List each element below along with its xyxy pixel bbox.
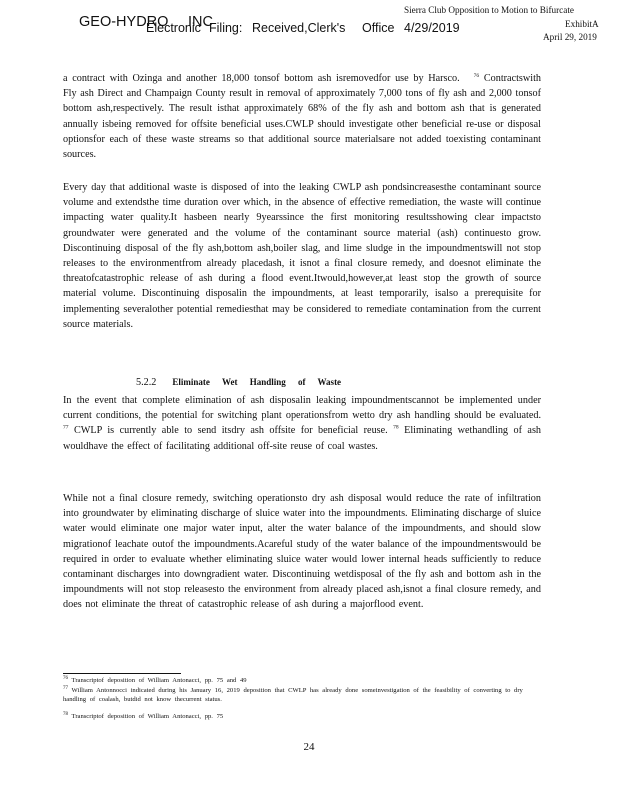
paragraph-text: Contractswith Fly ash Direct and Champaign County result in removal of approximately 7,000 tons of fly ash and 2,000 tonsof bottom ash,respectively. The result isthat approximately 68% of the fly ash and bottom ash that is generated annually isbeing removed for offsite beneficial uses.CWLP should investigate other beneficial re-use or disposal optionsfor each of these waste streams so that additional source materialsare not added toexisting contaminant sources. [63, 73, 541, 161]
paragraph-sluice-water: While not a final closure remedy, switching operationsto dry ash disposal would reduce the rate of infiltration into groundwater by eliminating discharge of sluice water into the impoundments. Eliminating discharge of sluice water would eliminate one major water input, alter the water balance of the impoundments, and should slow migrationof leachate outof the impoundments.Acareful study of the water balance of the impoundmentswould be required in order to evaluate whether eliminating sluice water would lower internal heads sufficiently to reduce contaminant discharges into downgradient water. Discontinuing wetdisposal of the fly ash and bottom ash in the impoundments will not stop releasesto the environment from already placed ash,isnot a final closure remedy, and does not eliminate the threat of catastrophic release of ash during a majorflood event. [63, 493, 541, 611]
header-exhibit-caption: Sierra Club Opposition to Motion to Bifurcate [404, 5, 574, 15]
footnote-text: Transcriptof deposition of William Antonacci, pp. 75 and 49 [71, 677, 247, 684]
header-exhibit-date: April 29, 2019 [543, 32, 597, 42]
header-electronic: Electronic [146, 21, 201, 35]
footnote-divider [63, 673, 181, 674]
footnote-number: 76 [63, 675, 68, 681]
paragraph-text: In the event that complete elimination of ash disposalin leaking impoundmentscannot be implemented under current conditions, the potential for switching plant operationsfrom wetto dry ash handling should be evaluated. [63, 395, 541, 422]
footnote-number: 77 [63, 685, 68, 691]
footnote-76 [63, 677, 543, 686]
footnote-number: 78 [63, 711, 68, 717]
header-received: Received,Clerk's [252, 21, 346, 35]
header-date: 4/29/2019 [404, 21, 460, 35]
footnote-77 [63, 687, 543, 704]
section-title: Eliminate Wet Handling of Waste [172, 377, 342, 387]
header-geo-hydro: GEO-HYDRO [79, 14, 169, 30]
header-office: Office [362, 21, 395, 35]
footnote-text: Transcriptof deposition of William Antonacci, pp. 75 [71, 713, 224, 720]
paragraph-text: a contract with Ozinga and another 18,000 tonsof bottom ash isremovedfor use by Harsco. [63, 73, 460, 84]
header-inc: INC [188, 14, 213, 30]
section-number: 5.2.2 [136, 377, 157, 388]
footnote-ref: 77 [63, 425, 69, 432]
paragraph-disposal: Every day that additional waste is disposed of into the leaking CWLP ash pondsincreasesthe contaminant source volume and extendsthe time duration over which, in the absence of effective remediation, the waste will continue impacting water quality.It hasbeen nearly 9yearssince the first monitoring resultsshowing clear impactsto groundwater were generated and the volume of the contaminant source material (ash) continuesto grow. Discontinuing disposal of the fly ash,bottom ash,boiler slag, and lime sludge in the impoundmentswill not stop releases to the environmentfrom already placedash, it isnot a final closure remedy, and doesnot eliminate the threatofcatastrophic release of ash during a flood event.Itwould,however,at least stop the growth of source material volume. Discontinuing disposalin the impoundments, at least temporarily, isalso a prerequisite for implementing severalother potential remediesthat may be considered to remediate contamination from the current source materials. [63, 182, 541, 330]
header-exhibit-label: ExhibitA [565, 19, 599, 29]
paragraph-ash-reuse [63, 71, 541, 162]
header-filing: Filing: [209, 21, 243, 35]
footnote-ref: 78 [393, 425, 399, 432]
paragraph-text: Eliminating wethandling of ash wouldhave the effect of facilitating additional off-site reuse of coal wastes. [63, 425, 541, 452]
footnote-ref: 76 [473, 72, 480, 79]
section-heading [136, 377, 341, 388]
page-number: 24 [303, 741, 315, 753]
paragraph-dry-handling [63, 393, 541, 454]
footnote-78 [63, 713, 543, 722]
footnote-text: William Antonnocci indicated during his January 16, 2019 deposition that CWLP has already done someinvestigation of the feasibility of converting to dry handling of coalash, butdid not know thecurrent status. [63, 687, 523, 703]
paragraph-text: CWLP is currently able to send itsdry ash offsite for beneficial reuse. [73, 425, 388, 437]
